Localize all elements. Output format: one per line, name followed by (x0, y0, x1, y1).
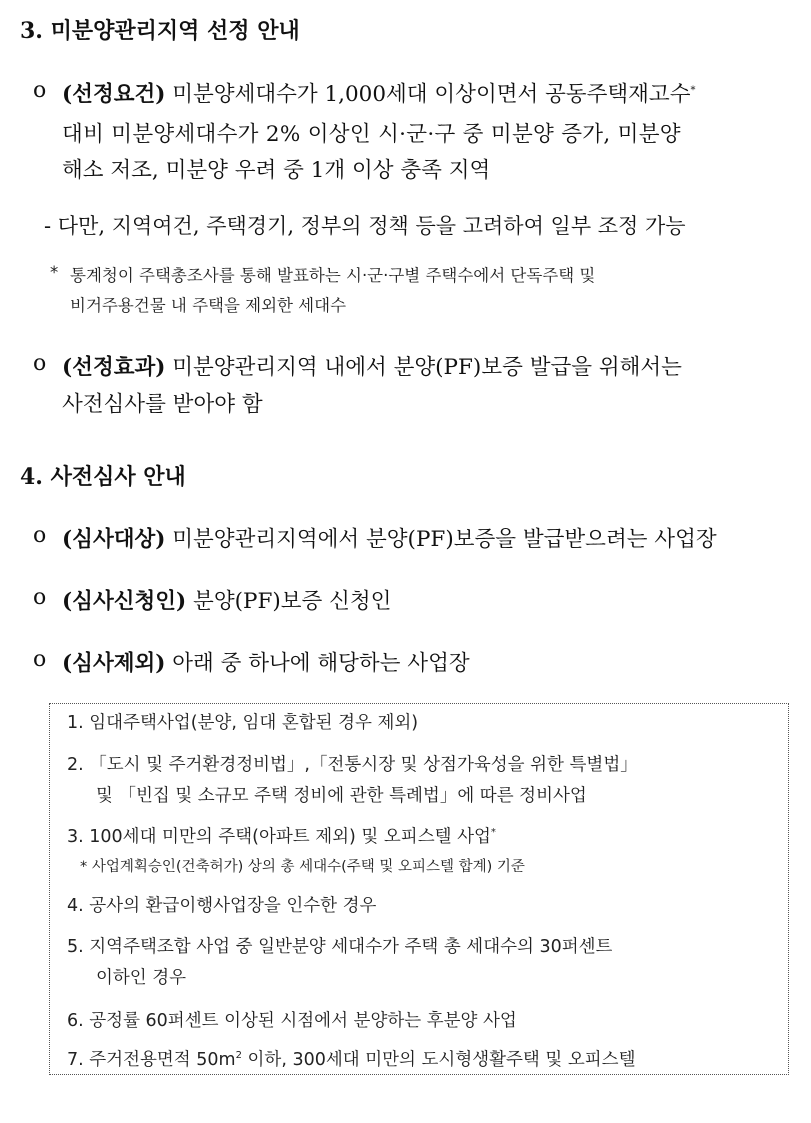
bullet-text: 미분양세대수가 1,000세대 이상이면서 공동주택재고수 (172, 82, 691, 107)
bullet-label: (심사대상) (62, 527, 166, 552)
footnote-marker: * (690, 84, 696, 96)
review-applicant (62, 584, 391, 615)
exclusion-item-7-pre: 7. 주거전용면적 50m (67, 1050, 236, 1070)
exclusion-item-3-text: 3. 100세대 미만의 주택(아파트 제외) 및 오피스텔 사업 (67, 827, 491, 847)
bullet-text: 아래 중 하나에 해당하는 사업장 (172, 651, 470, 676)
superscript-2: 2 (235, 1050, 242, 1062)
bullet-text: 미분양관리지역에서 분양(PF)보증을 발급받으려는 사업장 (172, 527, 717, 552)
bullet-marker: o (33, 351, 47, 376)
section-3-heading: 3. 미분양관리지역 선정 안내 (20, 18, 300, 44)
exclusion-item-3-note: * 사업계획승인(건축허가) 상의 총 세대수(주택 및 오피스텔 합계) 기준 (80, 859, 525, 875)
exclusion-item-4: 4. 공사의 환급이행사업장을 인수한 경우 (67, 896, 377, 916)
exclusion-item-3 (67, 823, 496, 848)
review-exclusion (62, 646, 470, 677)
bullet-marker: o (33, 647, 47, 672)
star-note-line1: 통계청이 주택총조사를 통해 발표하는 시·군·구별 주택수에서 단독주택 및 (70, 266, 596, 285)
exclusion-item-2-line1: 2. 「도시 및 주거환경정비법」,「전통시장 및 상점가육성을 위한 특별법」 (67, 755, 638, 775)
footnote-marker: * (490, 827, 496, 839)
star-note-line2: 비거주용건물 내 주택을 제외한 세대수 (70, 296, 347, 315)
exclusion-item-5-line1: 5. 지역주택조합 사업 중 일반분양 세대수가 주택 총 세대수의 30퍼센트 (67, 937, 613, 957)
bullet-marker: o (33, 585, 47, 610)
bullet-label: (심사신청인) (62, 589, 187, 614)
exclusion-item-7 (67, 1046, 636, 1071)
bullet-marker: o (33, 523, 47, 548)
star-note-marker: * (50, 263, 59, 282)
bullet-label: (선정요건) (62, 82, 166, 107)
bullet-text: 미분양관리지역 내에서 분양(PF)보증 발급을 위해서는 (172, 355, 682, 380)
adjustment-note: - 다만, 지역여건, 주택경기, 정부의 정책 등을 고려하여 일부 조정 가능 (44, 214, 686, 238)
bullet-marker: o (33, 78, 47, 103)
selection-requirement-line3: 해소 저조, 미분양 우려 중 1개 이상 충족 지역 (62, 158, 491, 183)
bullet-label: (심사제외) (62, 651, 166, 676)
selection-effect-line2: 사전심사를 받아야 함 (62, 392, 263, 417)
bullet-label: (선정효과) (62, 355, 166, 380)
exclusion-item-7-post: 이하, 300세대 미만의 도시형생활주택 및 오피스텔 (241, 1050, 636, 1070)
exclusion-item-1: 1. 임대주택사업(분양, 임대 혼합된 경우 제외) (67, 713, 419, 733)
review-target (62, 522, 717, 553)
exclusion-item-2-line2: 및 「빈집 및 소규모 주택 정비에 관한 특례법」에 따른 정비사업 (96, 786, 587, 806)
exclusion-item-6: 6. 공정률 60퍼센트 이상된 시점에서 분양하는 후분양 사업 (67, 1011, 517, 1031)
exclusion-item-5-line2: 이하인 경우 (96, 968, 187, 988)
selection-requirement-line2: 대비 미분양세대수가 2% 이상인 시·군·구 중 미분양 증가, 미분양 (62, 122, 681, 147)
section-4-heading: 4. 사전심사 안내 (20, 464, 186, 490)
selection-requirement-line1 (62, 77, 695, 108)
selection-effect-line1 (62, 350, 682, 381)
bullet-text: 분양(PF)보증 신청인 (193, 589, 392, 614)
